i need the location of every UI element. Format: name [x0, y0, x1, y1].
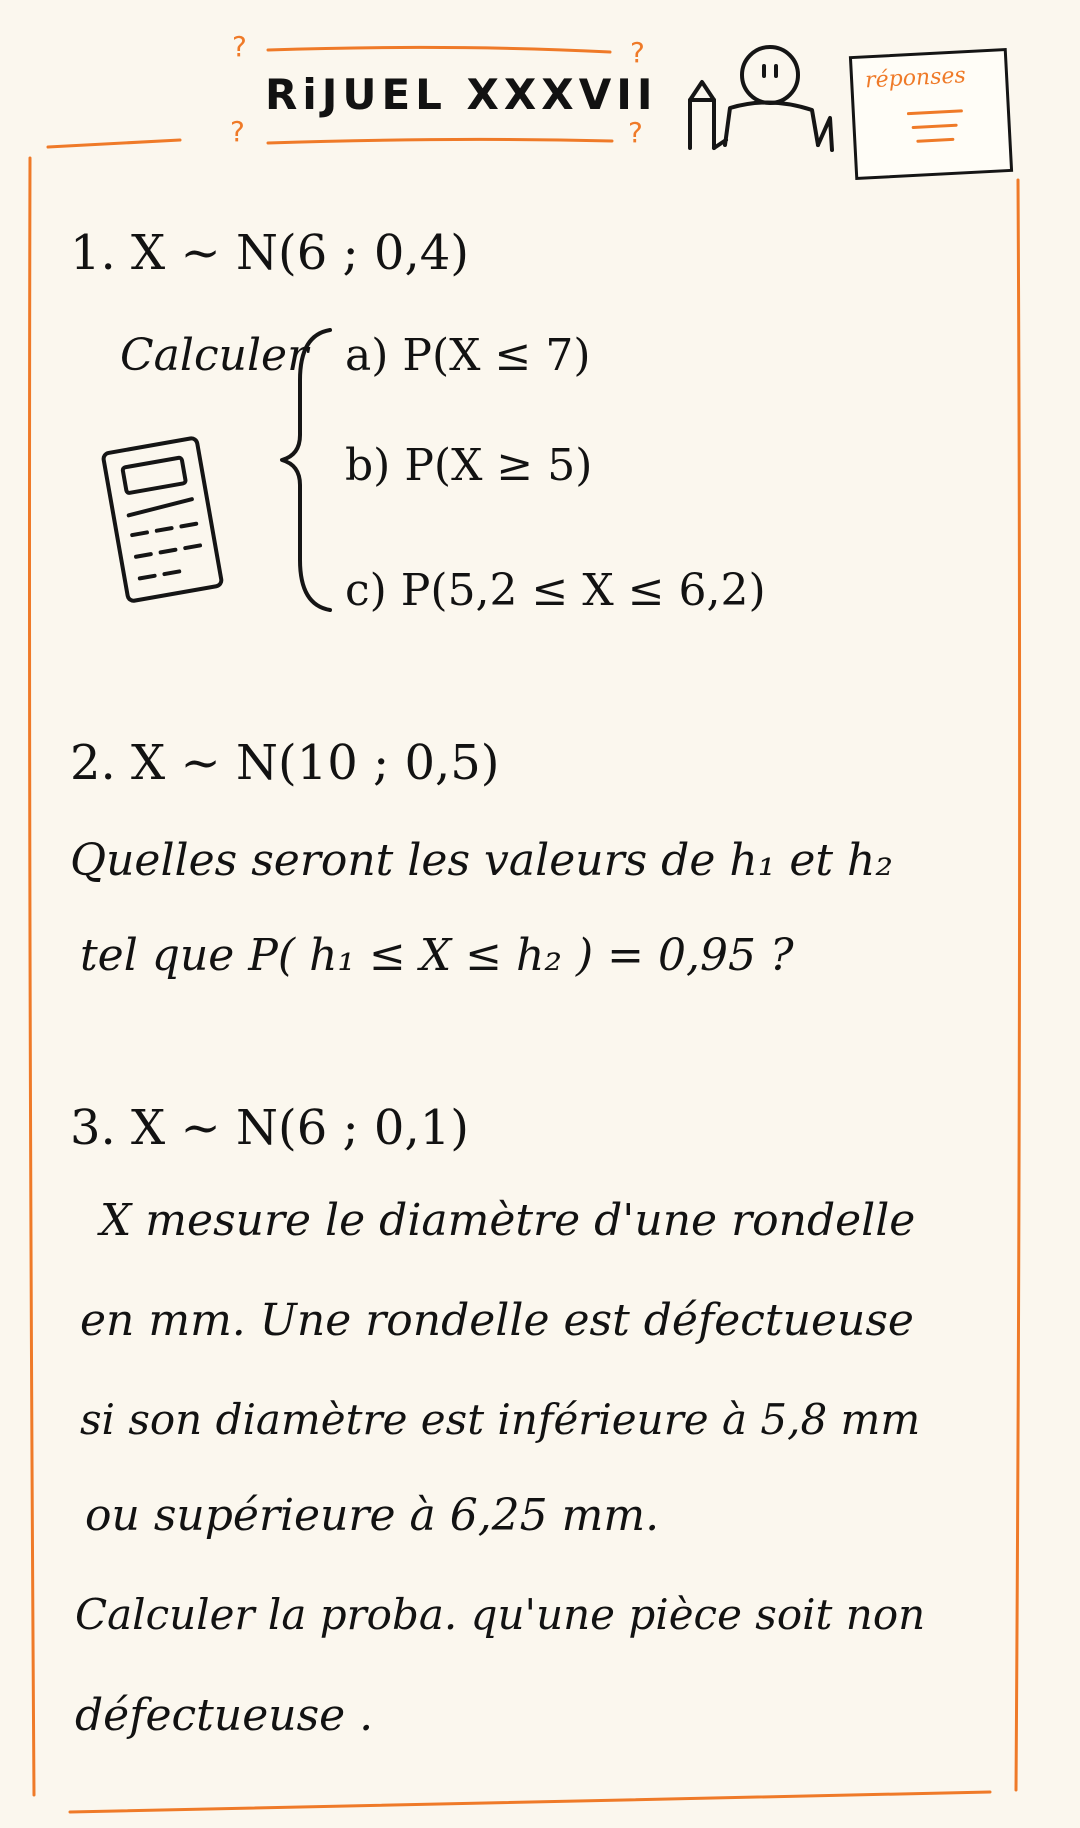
q3-line-1: X mesure le diamètre d'une rondelle: [100, 1195, 916, 1246]
question-mark-1: ?: [232, 30, 247, 63]
answer-card: [849, 48, 1013, 180]
question-mark-4: ?: [628, 116, 643, 149]
q1-item-c: c) P(5,2 ≤ X ≤ 6,2): [345, 565, 766, 616]
q1-calc-label: Calculer: [120, 330, 309, 381]
answer-line: [916, 138, 954, 143]
q3-line-4: ou supérieure à 6,25 mm.: [85, 1490, 660, 1541]
q2-statement: 2. X ~ N(10 ; 0,5): [70, 735, 500, 791]
q3-statement: 3. X ~ N(6 ; 0,1): [70, 1100, 469, 1156]
answer-line: [907, 109, 963, 115]
q2-line-2: tel que P( h₁ ≤ X ≤ h₂ ) = 0,95 ?: [80, 930, 794, 981]
question-mark-2: ?: [230, 115, 245, 148]
question-mark-3: ?: [630, 36, 645, 69]
q1-statement: 1. X ~ N(6 ; 0,4): [70, 225, 469, 281]
answer-card-label: réponses: [864, 63, 967, 94]
q2-line-1: Quelles seront les valeurs de h₁ et h₂: [70, 835, 894, 886]
q1-item-a: a) P(X ≤ 7): [345, 330, 591, 381]
page-title: RiJUEL XXXVII: [265, 70, 658, 119]
q3-line-5: Calculer la proba. qu'une pièce soit non: [75, 1590, 926, 1639]
q3-line-6: défectueuse .: [75, 1690, 374, 1741]
answer-line: [912, 124, 958, 129]
q3-line-3: si son diamètre est inférieure à 5,8 mm: [80, 1395, 921, 1444]
calculator-icon: [103, 437, 223, 601]
q3-line-2: en mm. Une rondelle est défectueuse: [80, 1295, 914, 1346]
q1-item-b: b) P(X ≥ 5): [345, 440, 593, 491]
stick-figure-icon: [690, 47, 832, 150]
